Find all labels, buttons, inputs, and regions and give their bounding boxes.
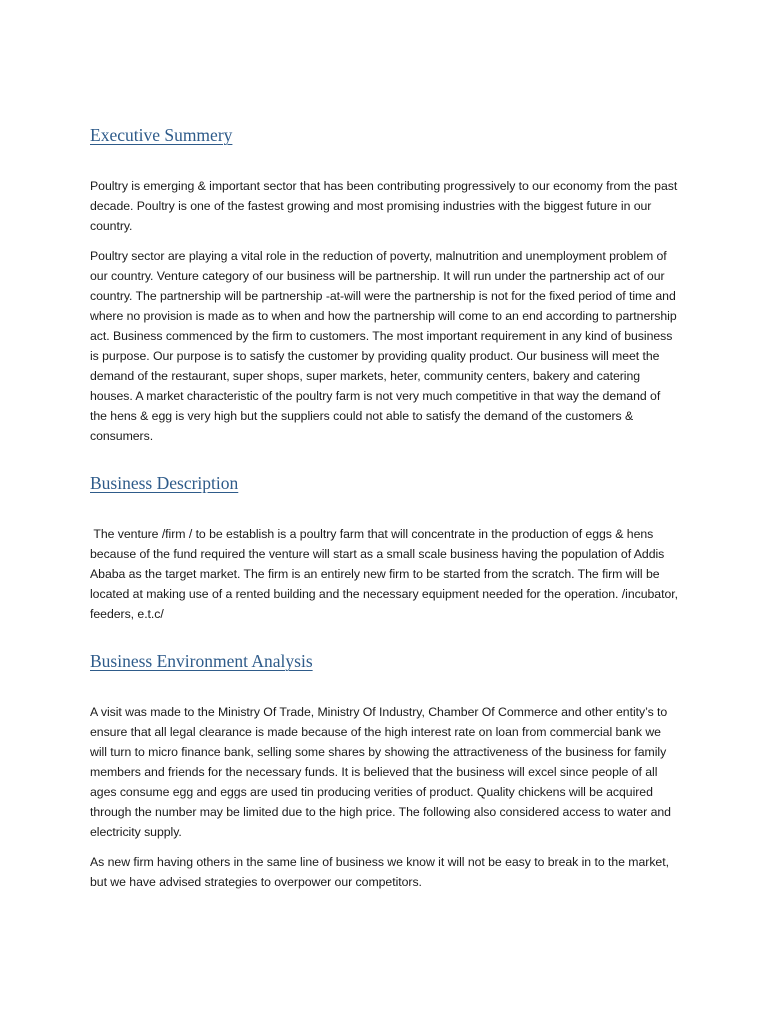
section-business-environment-analysis [90,648,680,892]
section-executive-summary [90,122,680,446]
paragraph: A visit was made to the Ministry Of Trade, Ministry Of Industry, Chamber Of Commerce and other entity’s to ensure that all legal clearance is made because of the high interest rate on loan from commercial bank we will turn to micro finance bank, selling some shares by showing the attractiveness of the business for family members and friends for the necessary funds. It is believed that the business will excel since people of all ages consume egg and eggs are used tin producing verities of product. Quality chickens will be acquired through the number may be limited due to the high price. The following also considered access to water and electricity supply. [90,705,671,839]
section-heading: Business Description [90,473,239,493]
document-content [90,122,680,892]
section-business-description [90,470,680,624]
paragraph: As new firm having others in the same line of business we know it will not be easy to break in to the market, but we have advised strategies to overpower our competitors. [90,855,669,889]
paragraph: The venture /firm / to be establish is a poultry farm that will concentrate in the production of eggs & hens because of the fund required the venture will start as a small scale business having the population of Addis Ababa as the target market. The firm is an entirely new firm to be started from the scratch. The firm will be located at making use of a rented building and the necessary equipment needed for the operation. /incubator, feeders, e.t.c/ [90,527,682,621]
section-heading: Business Environment Analysis [90,651,313,671]
section-heading: Executive Summery [90,125,233,145]
paragraph: Poultry is emerging & important sector that has been contributing progressively to our economy from the past decade. Poultry is one of the fastest growing and most promising industries with the biggest future in our country. [90,179,678,233]
paragraph: Poultry sector are playing a vital role in the reduction of poverty, malnutrition and unemployment problem of our country. Venture category of our business will be partnership. It will run under the partnership act of our country. The partnership will be partnership -at-will were the partnership is not for the fixed period of time and where no provision is made as to when and how the partnership will come to an end according to partnership act. Business commenced by the firm to customers. The most important requirement in any kind of business is purpose. Our purpose is to satisfy the customer by providing quality product. Our business will meet the demand of the restaurant, super shops, super markets, heter, community centers, bakery and catering houses. A market characteristic of the poultry farm is not very much competitive in that way the demand of the hens & egg is very high but the suppliers could not able to satisfy the demand of the customers & consumers. [90,249,677,443]
